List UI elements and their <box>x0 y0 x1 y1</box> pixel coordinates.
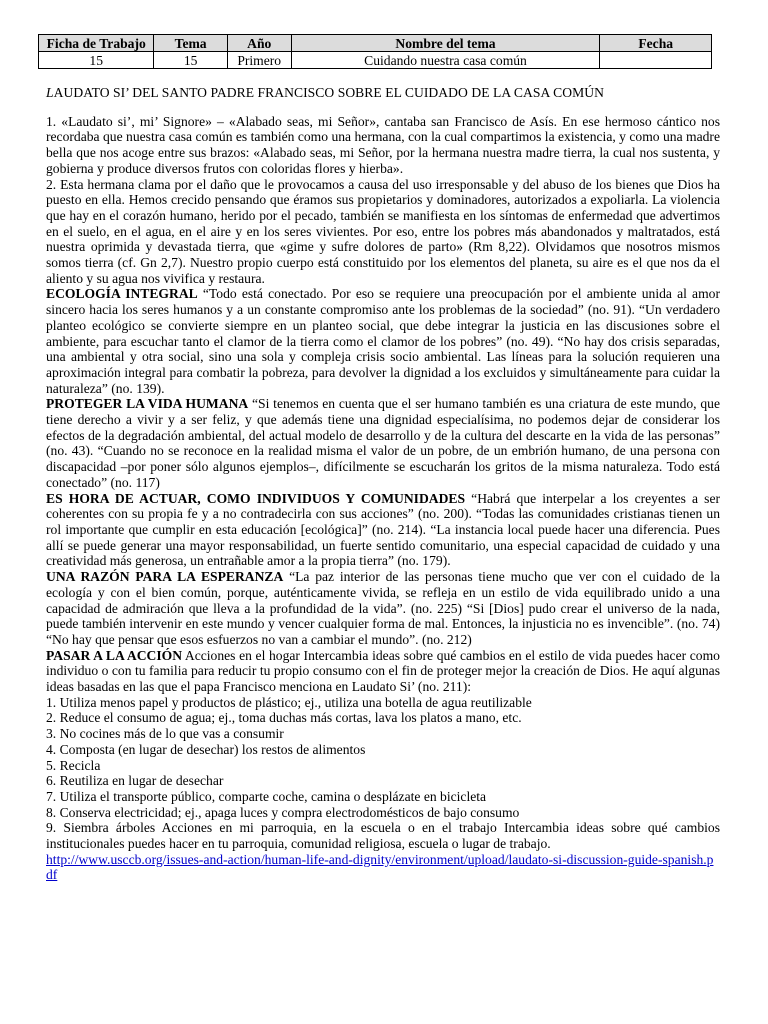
section-ecologia <box>46 286 720 396</box>
header-cell-fecha: Fecha <box>600 35 712 52</box>
header-row <box>39 35 712 52</box>
paragraph-2: 2. Esta hermana clama por el daño que le provocamos a causa del uso irresponsable y del abuso de los bienes que Dios ha puesto en ella. Hemos crecido pensando que éramos sus propietarios y dominadores, autorizados a expoliarla. La violencia que hay en el corazón humano, herido por el pecado, también se manifiesta en los síntomas de enfermedad que advertimos en el suelo, en el agua, en el aire y en los seres vivientes. Por eso, entre los pobres más abandonados y maltratados, está nuestra oprimida y devastada tierra, que «gime y sufre dolores de parto» (Rm 8,22). Olvidamos que nosotros mismos somos tierra (cf. Gn 2,7). Nuestro propio cuerpo está constituido por los elementos del planeta, su aire es el que nos da el aliento y su agua nos vivifica y restaura. <box>46 176 720 286</box>
value-anio: Primero <box>227 52 291 69</box>
title-rest: AUDATO SI’ DEL SANTO PADRE FRANCISCO SOBRE EL CUIDADO DE LA CASA COMÚN <box>53 85 604 100</box>
list-item: 2. Reduce el consumo de agua; ej., toma duchas más cortas, lava los platos a mano, etc. <box>46 710 522 726</box>
list-item: 9. Siembra árboles Acciones en mi parroquia, en la escuela o en el trabajo Intercambia ideas sobre qué cambios institucionales puedes hacer en tu parroquia, comunidad religiosa, escuela o lugar de trabajo. <box>46 820 720 852</box>
section-accion <box>46 648 720 695</box>
source-link[interactable]: http://www.usccb.org/issues-and-action/human-life-and-dignity/environment/upload/laudato-si-discussion-guide-spanish.pdf <box>46 851 714 883</box>
value-ficha: 15 <box>39 52 154 69</box>
section-heading-actuar: ES HORA DE ACTUAR, COMO INDIVIDUOS Y COMUNIDADES <box>46 490 466 506</box>
header-cell-nombre: Nombre del tema <box>291 35 600 52</box>
source-paragraph <box>46 852 720 883</box>
header-cell-tema: Tema <box>154 35 227 52</box>
section-actuar <box>46 491 720 570</box>
document-title <box>46 85 720 101</box>
section-text-esperanza: “La paz interior de las personas tiene mucho que ver con el cuidado de la ecología y con el bien común, porque, auténticamente vivida, se refleja en un estilo de vida equilibrado unido a una capacidad de admiración que lleva a la profundidad de la vida”. (no. 225) “Si [Dios] pudo crear el universo de la nada, puede también intervenir en este mundo y vencer cualquier forma de mal. Entonces, la injusticia no es invencible”. (no. 74) “No hay que pensar que esos esfuerzos no van a cambiar el mundo”. (no. 212) <box>46 569 720 647</box>
section-proteger <box>46 396 720 490</box>
section-heading-esperanza: UNA RAZÓN PARA LA ESPERANZA <box>46 569 284 585</box>
header-cell-anio: Año <box>227 35 291 52</box>
header-cell-ficha: Ficha de Trabajo <box>39 35 154 52</box>
title-initial: L <box>46 85 54 100</box>
section-heading-accion: PASAR A LA ACCIÓN <box>46 647 183 663</box>
section-text-accion: Acciones en el hogar Intercambia ideas sobre qué cambios en el estilo de vida puedes hacer como individuo o con tu familia para reducir tu propio consumo con el fin de proteger mejor la creación de Dios. He aquí algunas ideas basadas en las que el papa Francisco menciona en Laudato Si’ (no. 211): <box>46 647 720 695</box>
list-item: 1. Utiliza menos papel y productos de plástico; ej., utiliza una botella de agua reutilizable <box>46 694 532 710</box>
actions-list <box>46 695 720 852</box>
list-item: 4. Composta (en lugar de desechar) los restos de alimentos <box>46 741 366 757</box>
header-table <box>38 34 712 69</box>
value-tema: 15 <box>154 52 227 69</box>
list-item: 3. No cocines más de lo que vas a consumir <box>46 726 284 742</box>
value-nombre: Cuidando nuestra casa común <box>291 52 600 69</box>
list-item: 7. Utiliza el transporte público, comparte coche, camina o desplázate en bicicleta <box>46 788 487 804</box>
section-heading-ecologia: ECOLOGÍA INTEGRAL <box>46 286 198 302</box>
section-text-actuar: “Habrá que interpelar a los creyentes a ser coherentes con su propia fe y a no contradecirla con sus acciones” (no. 200). “Todas las comunidades cristianas tienen un rol importante que cumplir en esta educación [ecológica]” (no. 214). “La instancia local puede hacer una diferencia. Pues allí se puede generar una mayor responsabilidad, un fuerte sentido comunitario, una especial capacidad de cuidado y una creatividad más generosa, un entrañable amor a la propia tierra” (no. 179). <box>46 490 721 569</box>
value-fecha <box>600 52 712 69</box>
list-item: 6. Reutiliza en lugar de desechar <box>46 773 224 789</box>
value-row <box>39 52 712 69</box>
section-text-proteger: “Si tenemos en cuenta que el ser humano también es una criatura de este mundo, que tiene derecho a vivir y a ser feliz, y que además tiene una dignidad especialísima, no podemos dejar de considerar los efectos de la degradación ambiental, del actual modelo de desarrollo y de la cultura del descarte en la vida de las personas” (no. 43). “Cuando no se reconoce en la realidad misma el valor de un pobre, de un embrión humano, de una persona con discapacidad –por poner sólo algunos ejemplos–, difícilmente se escucharán los gritos de la misma naturaleza. Todo está conectado” (no. 117) <box>46 396 720 490</box>
section-heading-proteger: PROTEGER LA VIDA HUMANA <box>46 396 249 412</box>
section-esperanza <box>46 569 720 648</box>
list-item: 5. Recicla <box>46 757 101 773</box>
section-text-ecologia: “Todo está conectado. Por eso se requiere una preocupación por el ambiente unida al amor sincero hacia los seres humanos y a un constante compromiso ante los problemas de la sociedad” (no. 91). “Un verdadero planteo ecológico se convierte siempre en un planteo social, que debe integrar la justicia en las discusiones sobre el ambiente, para escuchar tanto el clamor de la tierra como el clamor de los pobres” (no. 49). “No hay dos crisis separadas, una ambiental y otra social, sino una sola y compleja crisis socio ambiental. Las líneas para la solución requieren una aproximación integral para combatir la pobreza, para devolver la dignidad a los excluidos y simultáneamente para cuidar la naturaleza” (no. 139). <box>46 286 720 396</box>
paragraph-1: 1. «Laudato si’, mi’ Signore» – «Alabado seas, mi Señor», cantaba san Francisco de Asís. En ese hermoso cántico nos recordaba que nuestra casa común es también como una hermana, con la cual compartimos la existencia, y como una madre bella que nos acoge entre sus brazos: «Alabado seas, mi Señor, por la hermana nuestra madre tierra, la cual nos sustenta, y gobierna y produce diversos frutos con coloridas flores y hierba». <box>46 113 720 176</box>
list-item: 8. Conserva electricidad; ej., apaga luces y compra electrodomésticos de bajo consumo <box>46 804 520 820</box>
